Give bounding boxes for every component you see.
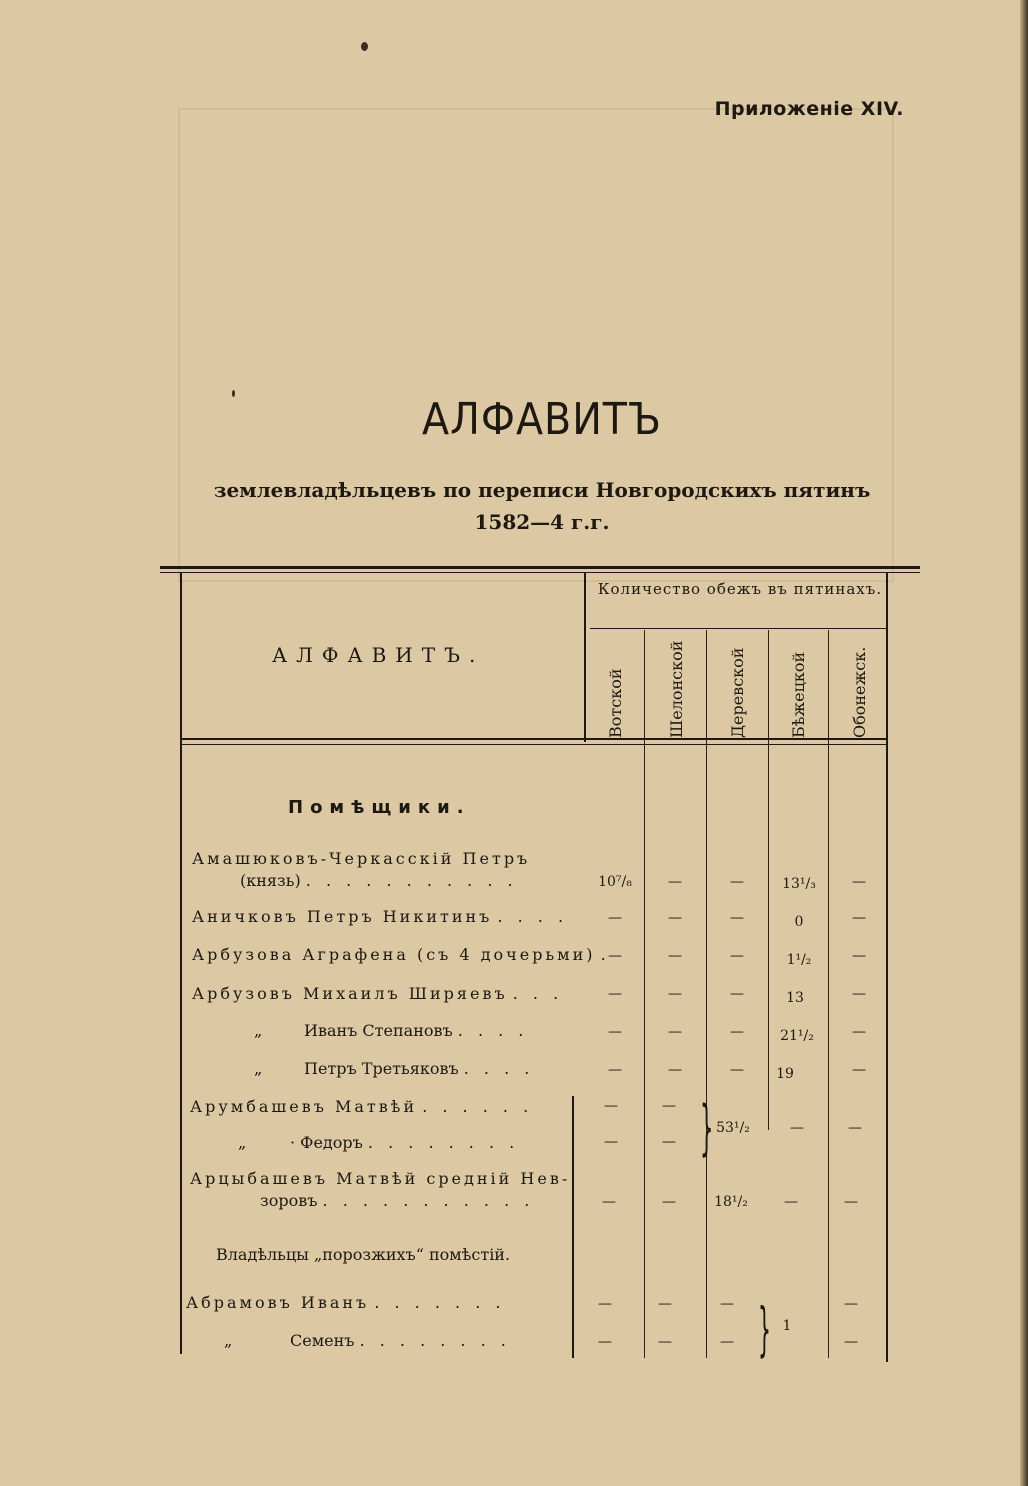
subtitle-line-2: 1582—4 г.г. [474, 510, 610, 534]
col-header-bezhetskoy: Бѣжецкой [789, 651, 808, 738]
name-text: Абрамовъ Иванъ [186, 1293, 370, 1312]
col-header-shelonskoy: Шелонской [667, 640, 686, 738]
header-bottom-rule-2 [182, 744, 888, 745]
cell-votskoy: — [608, 948, 622, 964]
cell-votskoy: — [608, 986, 622, 1002]
cell-obonezhsk: — [844, 1296, 858, 1312]
ditto-mark: „ [224, 1331, 233, 1350]
col-divider-4 [828, 630, 829, 1358]
cell-bezhetskoy: 0 [794, 914, 804, 930]
cell-obonezhsk: — [852, 874, 866, 890]
cell-votskoy: — [604, 1098, 618, 1114]
table-row-name: Абрамовъ Иванъ . . . . . . . [186, 1293, 506, 1312]
cell-derevskoy: 53¹/₂ [716, 1120, 750, 1136]
header-bottom-rule [182, 738, 888, 740]
cell-shelonskoy: — [668, 874, 682, 890]
table-row-name: Аничковъ Петръ Никитинъ . . . . [192, 907, 569, 926]
cell-bezhetskoy: 21¹/₂ [780, 1028, 814, 1044]
col-divider-3 [768, 630, 769, 1130]
name-text-cont: (князь) [240, 871, 301, 890]
cell-shelonskoy: — [668, 948, 682, 964]
cell-bezhetskoy: 1 [782, 1318, 792, 1334]
ditto-mark: „ [254, 1021, 263, 1040]
cell-derevskoy: — [720, 1296, 734, 1312]
name-text: Иванъ Степановъ [304, 1021, 453, 1040]
cell-obonezhsk: — [844, 1194, 858, 1210]
cell-shelonskoy: — [662, 1194, 676, 1210]
section-title-pomeshchiki: Помѣщики. [288, 797, 471, 818]
cell-shelonskoy: — [658, 1334, 672, 1350]
cell-derevskoy: — [730, 910, 744, 926]
table-row-name: Арцыбашевъ Матвѣй средній Нев- зоровъ . . . . . . . . . . . [190, 1169, 571, 1210]
cell-bezhetskoy: — [790, 1120, 804, 1136]
cell-derevskoy: — [730, 1024, 744, 1040]
cell-shelonskoy: — [668, 986, 682, 1002]
cell-shelonskoy: — [668, 1062, 682, 1078]
name-text-cont: зоровъ [260, 1191, 318, 1210]
name-text: Арумбашевъ Матвѣй [190, 1097, 418, 1116]
section-title-porozhzhikh: Владѣльцы „порозжихъ“ помѣстій. [216, 1245, 511, 1264]
cell-obonezhsk: — [852, 1024, 866, 1040]
name-text: Семенъ [290, 1331, 355, 1350]
cell-shelonskoy: — [658, 1296, 672, 1312]
cell-bezhetskoy: 13 [786, 990, 804, 1006]
subtitle-line-1: землевладѣльцевъ по переписи Новгородскихъ пятинъ [213, 478, 871, 502]
cell-obonezhsk: — [852, 910, 866, 926]
cell-votskoy: — [608, 1062, 622, 1078]
cell-shelonskoy: — [662, 1098, 676, 1114]
page-edge [1020, 0, 1028, 1486]
name-text: Арцыбашевъ Матвѣй средній Нев- [190, 1169, 571, 1188]
col-divider-2 [706, 630, 707, 1358]
cell-obonezhsk: — [844, 1334, 858, 1350]
appendix-label: Приложеніе XIV. [714, 98, 904, 120]
name-text: Аничковъ Петръ Никитинъ [192, 907, 493, 926]
quantity-subheader-rule [590, 628, 888, 629]
table-row-name: Арбузовъ Михаилъ Ширяевъ . . . [192, 984, 564, 1003]
name-text: Арбузовъ Михаилъ Ширяевъ [192, 984, 508, 1003]
table-top-rule-inner [160, 572, 920, 573]
name-text: Федоръ [300, 1133, 363, 1152]
table-right-border [886, 572, 888, 1362]
cell-shelonskoy: — [662, 1134, 676, 1150]
cell-obonezhsk: — [852, 948, 866, 964]
cell-obonezhsk: — [852, 1062, 866, 1078]
ditto-mark: „ [238, 1133, 247, 1152]
cell-derevskoy: — [720, 1334, 734, 1350]
cell-votskoy: — [608, 1024, 622, 1040]
brace-bezhetskoy: } [758, 1295, 771, 1363]
header-quantity: Количество обежъ въ пятинахъ. [597, 580, 883, 598]
page-subtitle [0, 474, 1028, 538]
col-header-obonezhsk: Обонежск. [850, 646, 869, 738]
col-header-votskoy: Вотской [606, 668, 625, 738]
table-row-name: Арбузова Аграфена (съ 4 дочерьми) . [192, 945, 611, 964]
cell-shelonskoy: — [668, 1024, 682, 1040]
cell-votskoy: — [598, 1334, 612, 1350]
ink-speck [361, 42, 368, 51]
name-column-border-lower [572, 1096, 574, 1358]
name-column-border [584, 572, 586, 742]
cell-bezhetskoy: — [784, 1194, 798, 1210]
name-text: Амашюковъ-Черкасскій Петръ [192, 849, 531, 868]
cell-shelonskoy: — [668, 910, 682, 926]
ditto-mark: „ [254, 1059, 263, 1078]
header-alphabet: АЛФАВИТЪ. [272, 643, 485, 667]
cell-votskoy: — [608, 910, 622, 926]
cell-votskoy: — [602, 1194, 616, 1210]
cell-derevskoy: — [730, 1062, 744, 1078]
name-text: Арбузова Аграфена (съ 4 дочерьми) [192, 945, 596, 964]
cell-bezhetskoy: 13¹/₃ [782, 876, 816, 892]
cell-derevskoy: — [730, 986, 744, 1002]
name-text: Петръ Третьяковъ [304, 1059, 459, 1078]
cell-votskoy: 10⁷/₈ [598, 874, 632, 890]
cell-obonezhsk: — [848, 1120, 862, 1136]
cell-votskoy: — [604, 1134, 618, 1150]
col-divider-1 [644, 630, 645, 1358]
table-row-name: Амашюковъ-Черкасскій Петръ (князь) . . . . . . . . . . . [192, 849, 531, 890]
table-row-name: Арумбашевъ Матвѣй . . . . . . [190, 1097, 534, 1116]
brace-derevskoy: } [700, 1093, 714, 1163]
cell-bezhetskoy: 19 [776, 1066, 794, 1082]
cell-derevskoy: — [730, 874, 744, 890]
page-title: АЛФАВИТЪ [422, 394, 662, 445]
cell-bezhetskoy: 1¹/₂ [786, 952, 812, 968]
cell-derevskoy: — [730, 948, 744, 964]
cell-derevskoy: 18¹/₂ [714, 1194, 748, 1210]
col-header-derevskoy: Деревской [728, 647, 747, 738]
cell-obonezhsk: — [852, 986, 866, 1002]
table-top-rule [160, 566, 920, 569]
cell-votskoy: — [598, 1296, 612, 1312]
table-left-border [180, 572, 182, 1354]
